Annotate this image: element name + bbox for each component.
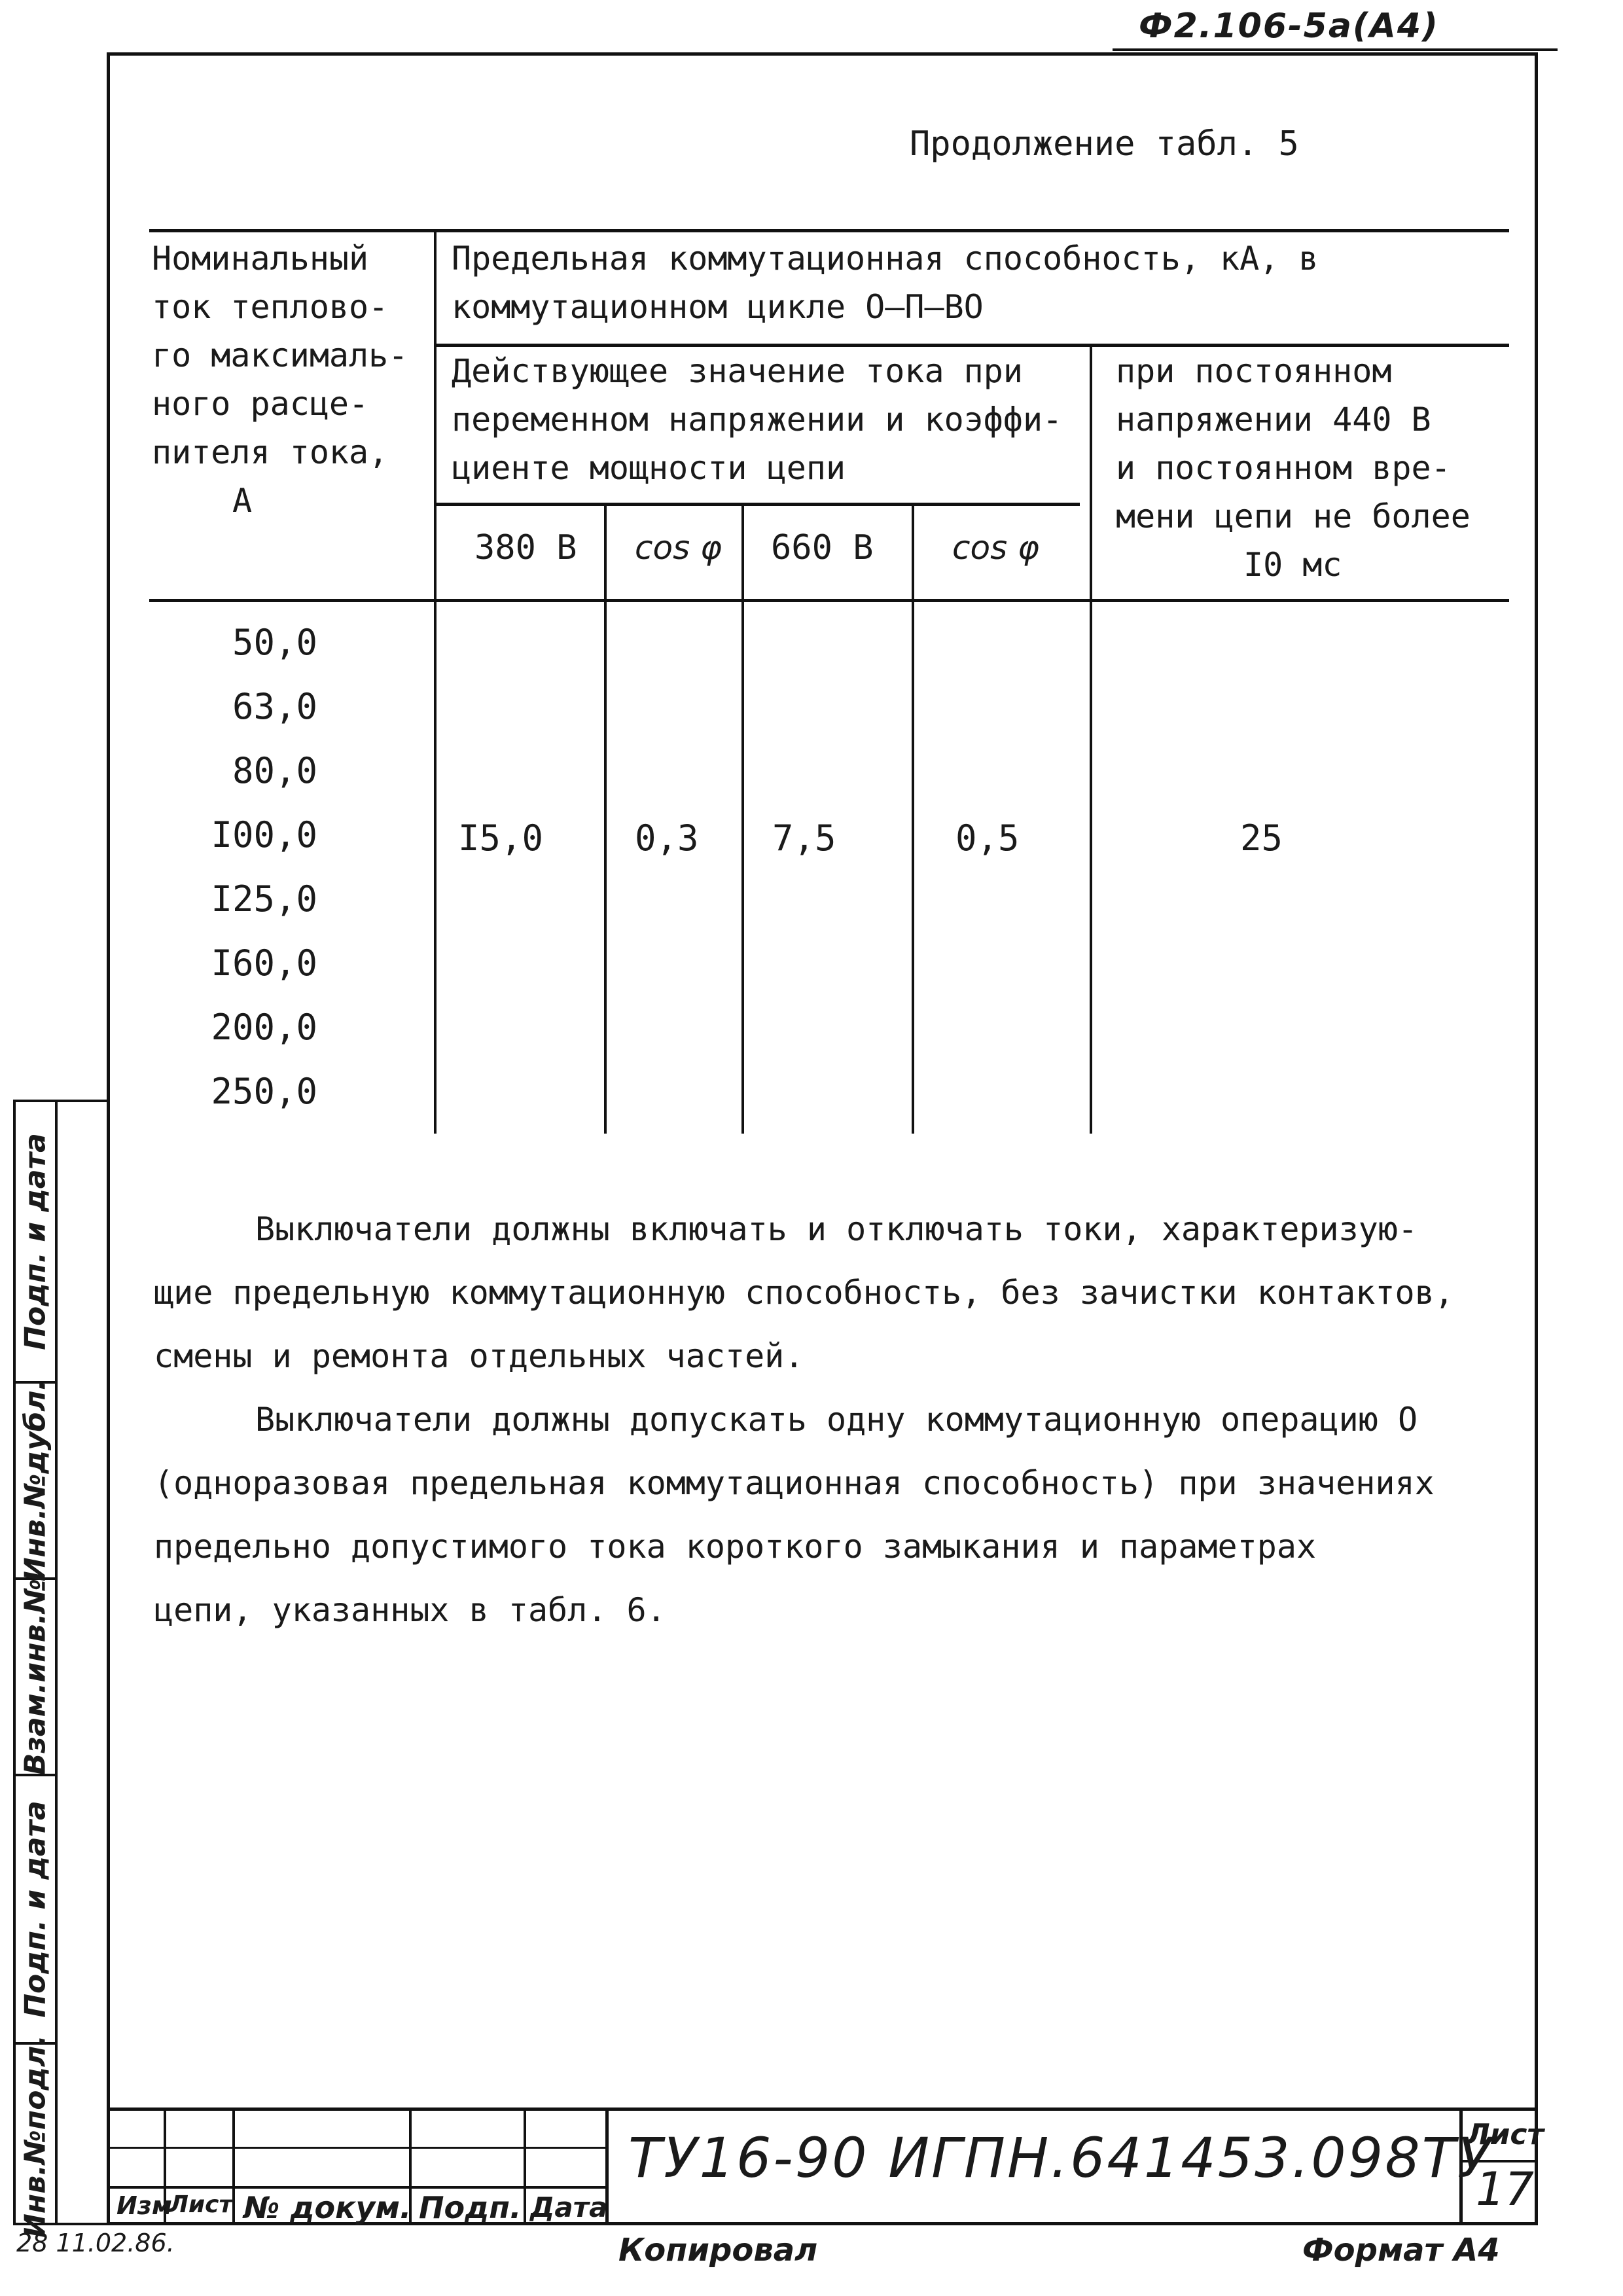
vline-cos-660 [741, 504, 744, 1134]
copied-by: Копировал [618, 2232, 818, 2269]
current-value: 63,0 [232, 686, 317, 727]
side-stamp-divider [55, 1102, 58, 2223]
paragraph-line: Выключатели должны включать и отключать токи, характеризую- [255, 1210, 1418, 1248]
footer-note: 28 11.02.86. [16, 2229, 175, 2257]
side-stamp [13, 1100, 107, 2238]
ac-header-line: переменном напряжении и коэффи- [452, 401, 1063, 439]
nominal-header-line: А [232, 482, 253, 520]
title-block-col [232, 2108, 235, 2225]
form-code-underline [1113, 48, 1558, 51]
breaking-header-line: коммутационном цикле О–П–ВО [452, 288, 984, 326]
side-cell-podp-data-1 [16, 1102, 55, 1384]
stamp-docum: № докум. [243, 2190, 412, 2225]
dc-header-line: напряжении 440 В [1116, 401, 1431, 439]
current-value: 50,0 [232, 622, 317, 663]
side-cell-podp-data-2 [16, 1776, 55, 2045]
paragraph-line: предельно допустимого тока короткого замыкания и параметрах [154, 1528, 1317, 1566]
title-block-col [524, 2108, 526, 2225]
vline-nominal [434, 230, 437, 1134]
stamp-podp: Подп. [419, 2190, 522, 2225]
side-cell-inv-dubl [16, 1379, 55, 1582]
breaking-header-line: Предельная коммутационная способность, кА, в [452, 240, 1319, 278]
stamp-data: Дата [530, 2191, 608, 2223]
table-header-bottom-rule [149, 599, 1509, 602]
paragraph-line: смены и ремонта отдельных частей. [154, 1337, 804, 1375]
side-label: Подп. и дата [18, 1133, 52, 1350]
title-block-row [107, 2147, 607, 2149]
title-block-row [107, 2186, 607, 2189]
value-dc: 25 [1240, 817, 1283, 859]
stamp-izm: Изм [116, 2191, 172, 2220]
current-value: 200,0 [211, 1007, 317, 1048]
value-380v: I5,0 [458, 817, 544, 859]
ac-header-line: циенте мощности цепи [452, 449, 846, 487]
sheet-number: 17 [1476, 2162, 1535, 2216]
current-value: I60,0 [211, 942, 317, 984]
format-label: Формат А4 [1302, 2232, 1500, 2269]
paragraph-line: цепи, указанных в табл. 6. [154, 1591, 666, 1629]
side-cell-inv-podl [16, 2035, 55, 2238]
value-cos-phi-1: 0,3 [635, 817, 699, 859]
value-cos-phi-2: 0,5 [955, 817, 1020, 859]
stamp-list: Лист [169, 2191, 233, 2218]
vline-ac-dc [1090, 345, 1092, 1134]
side-cell-vzam-inv [16, 1580, 55, 1776]
document-number: ТУ16-90 ИГПН.641453.098ТУ [628, 2126, 1493, 2190]
subheader-cos-phi-1: cos φ [635, 529, 722, 567]
ac-header-line: Действующее значение тока при [452, 352, 1023, 390]
side-label: Подп. и дата [18, 1801, 52, 2018]
nominal-header-line: пителя тока, [152, 433, 389, 471]
current-value: 250,0 [211, 1071, 317, 1112]
side-label: Взам.инв.№ [18, 1578, 52, 1776]
subheader-380v: 380 В [474, 528, 577, 567]
paragraph-line: щие предельную коммутационную способность, без зачистки контактов, [154, 1274, 1454, 1312]
vline-380-cos [604, 504, 607, 1134]
nominal-header-line: го максималь- [152, 336, 408, 374]
dc-header-line: I0 мс [1243, 546, 1342, 584]
side-label: Инв.№подл. [18, 2035, 52, 2238]
dc-header-line: мени цепи не более [1116, 497, 1471, 535]
sheet-label: Лист [1466, 2118, 1544, 2151]
dc-header-line: и постоянном вре- [1116, 449, 1451, 487]
vline-660-cos [912, 504, 914, 1134]
side-label: Инв.№дубл. [18, 1379, 52, 1582]
current-value: I00,0 [211, 814, 317, 855]
rule-below-ac-header [435, 503, 1080, 506]
nominal-header-line: ток теплово- [152, 288, 389, 326]
subheader-660v: 660 В [771, 528, 874, 567]
table-top-rule [149, 229, 1509, 232]
subheader-cos-phi-2: cos φ [952, 529, 1040, 567]
current-value: 80,0 [232, 750, 317, 791]
paragraph-line: Выключатели должны допускать одну коммутационную операцию О [255, 1401, 1418, 1439]
paragraph-line: (одноразовая предельная коммутационная способность) при значениях [154, 1464, 1435, 1502]
current-value: I25,0 [211, 878, 317, 920]
continuation-heading: Продолжение табл. 5 [910, 124, 1299, 164]
title-block-top [107, 2108, 1538, 2111]
form-code: Ф2.106-5а(А4) [1139, 7, 1439, 46]
nominal-header-line: ного расце- [152, 385, 369, 423]
nominal-header-line: Номинальный [152, 240, 369, 278]
dc-header-line: при постоянном [1116, 352, 1392, 390]
value-660v: 7,5 [772, 817, 836, 859]
